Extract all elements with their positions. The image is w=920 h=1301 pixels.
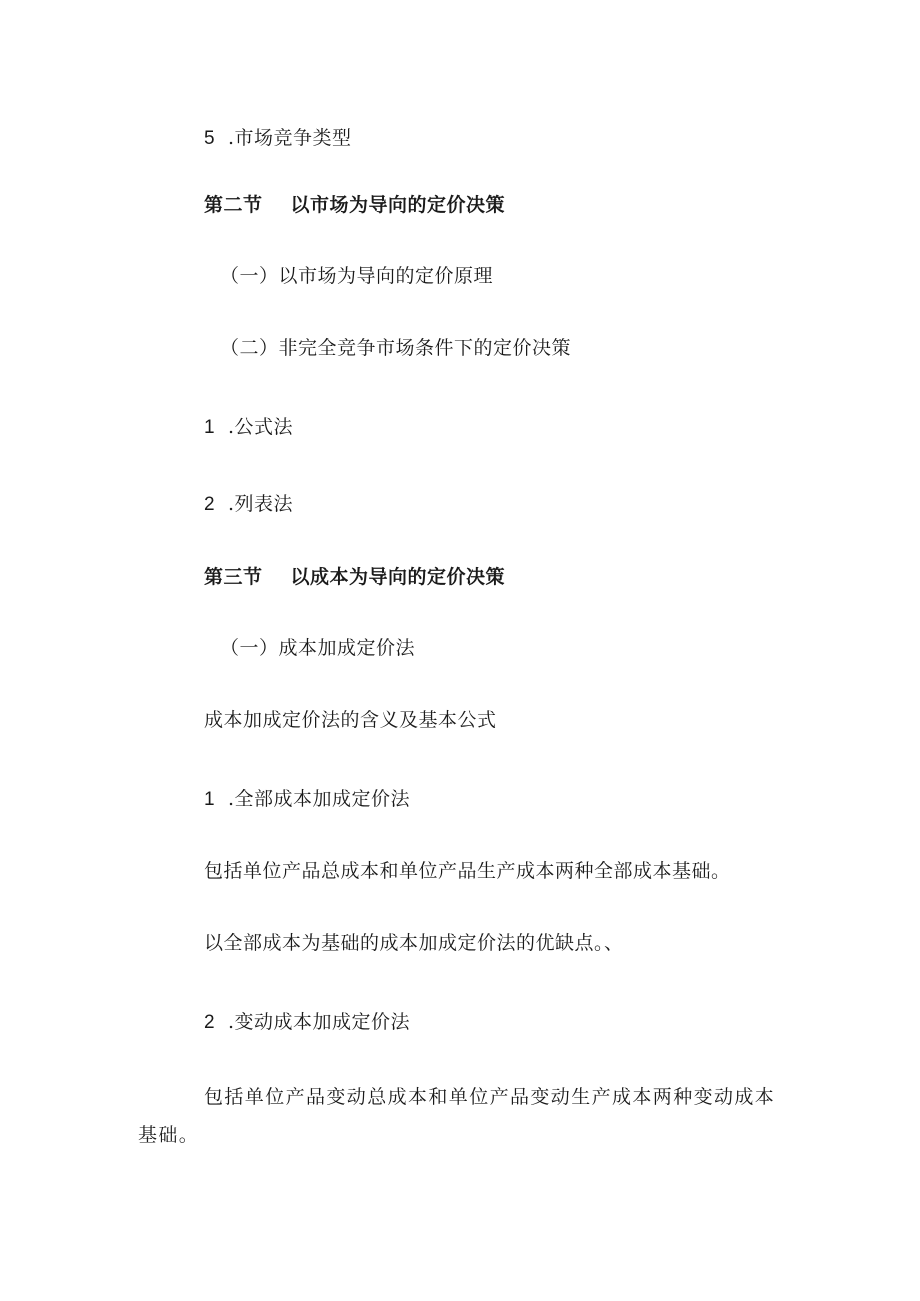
item-text: .变动成本加成定价法 — [228, 1011, 411, 1033]
item-5-market-competition-types — [204, 126, 352, 151]
item-number: 2 — [204, 494, 216, 515]
section-title: 以成本为导向的定价决策 — [290, 566, 506, 588]
subheading-cost-plus-pricing: （一）成本加成定价法 — [220, 637, 416, 659]
paragraph-full-cost-basis: 包括单位产品总成本和单位产品生产成本两种全部成本基础。 — [204, 860, 731, 882]
item-text: .全部成本加成定价法 — [228, 788, 411, 810]
paragraph-variable-cost-basis: 包括单位产品变动总成本和单位产品变动生产成本两种变动成本基础。 — [138, 1086, 776, 1146]
item-number: 1 — [204, 789, 216, 810]
section-title: 以市场为导向的定价决策 — [290, 194, 506, 216]
item-2-variable-cost-plus-pricing — [204, 1010, 410, 1035]
item-text: .列表法 — [228, 493, 294, 515]
section-label: 第三节 — [204, 566, 263, 588]
paragraph-cost-plus-definition: 成本加成定价法的含义及基本公式 — [204, 709, 497, 731]
item-number: 1 — [204, 417, 216, 438]
section-heading-2 — [204, 193, 505, 217]
item-1-full-cost-plus-pricing — [204, 787, 410, 812]
paragraph-full-cost-pros-cons: 以全部成本为基础的成本加成定价法的优缺点。、 — [204, 932, 624, 954]
subheading-market-pricing-principle: （一）以市场为导向的定价原理 — [220, 265, 494, 287]
subheading-imperfect-competition-pricing: （二）非完全竞争市场条件下的定价决策 — [220, 337, 572, 359]
item-2-table-method — [204, 492, 293, 517]
item-1-formula-method — [204, 415, 293, 440]
item-number: 5 — [204, 128, 216, 149]
section-heading-3 — [204, 565, 505, 589]
section-label: 第二节 — [204, 194, 263, 216]
item-text: .公式法 — [228, 416, 294, 438]
item-number: 2 — [204, 1012, 216, 1033]
item-text: .市场竞争类型 — [228, 127, 352, 149]
